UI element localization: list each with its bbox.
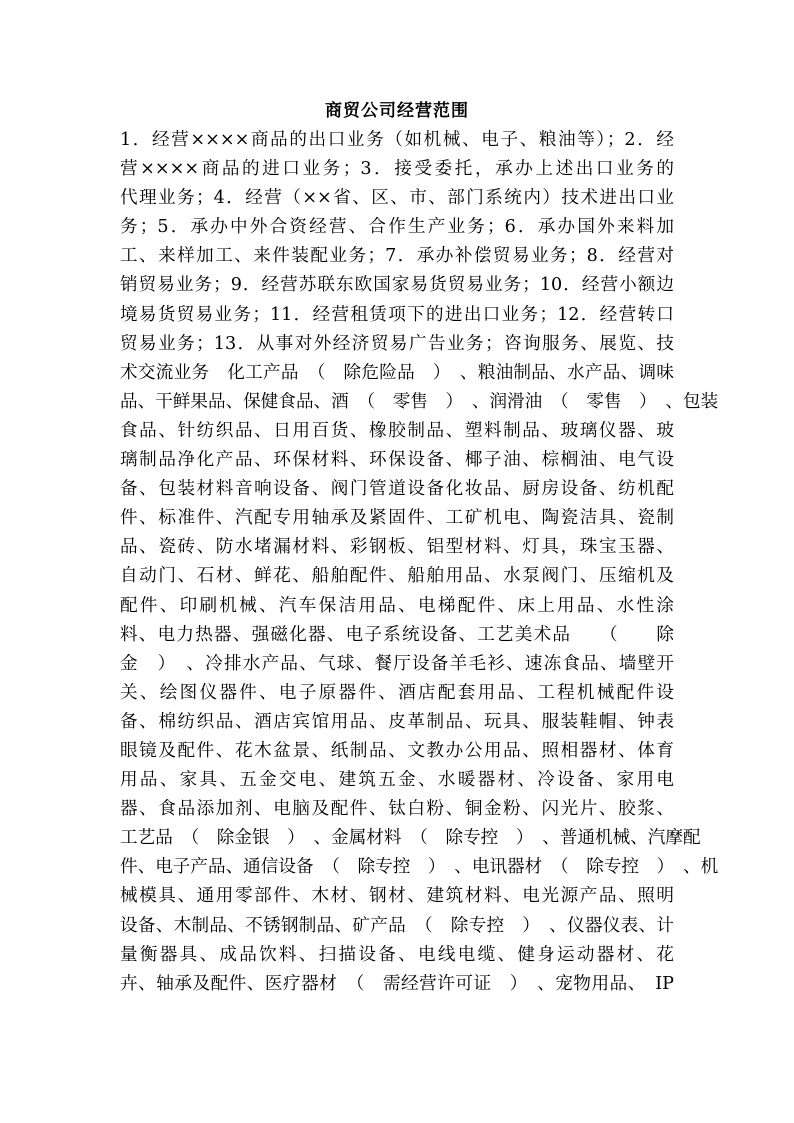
text-line: 品、瓷砖、防水堵漏材料、彩钢板、铝型材料、灯具，珠宝玉器、: [120, 537, 674, 558]
text-line: 工、来样加工、来件装配业务；7．承办补偿贸易业务；8．经营对: [120, 246, 674, 267]
text-line: 设备、木制品、不锈钢制品、矿产品 （ 除专控 ） 、仪器仪表、计: [120, 915, 674, 936]
text-line: 术交流业务 化工产品 （ 除危险品 ） 、粮油制品、水产品、调味: [120, 362, 674, 383]
text-line: 关、绘图仪器件、电子原器件、酒店配套用品、工程机械配件设: [120, 682, 674, 703]
text-line: 1．经营××××商品的出口业务（如机械、电子、粮油等）；2．经: [120, 130, 674, 150]
business-scope-text: [120, 126, 719, 999]
text-line: 金 ） 、冷排水产品、气球、餐厅设备羊毛衫、速冻食品、墙壁开: [120, 653, 674, 674]
text-line: 备、包装材料音响设备、阀门管道设备化妆品、厨房设备、纺机配: [120, 479, 674, 500]
document-title: 商贸公司经营范围: [325, 101, 469, 121]
text-line: 器、食品添加剂、电脑及配件、钛白粉、铜金粉、闪光片、胶浆、: [120, 799, 674, 820]
text-line: 食品、针纺织品、日用百货、橡胶制品、塑料制品、玻璃仪器、玻: [120, 420, 674, 441]
text-line: 量衡器具、成品饮料、扫描设备、电线电缆、健身运动器材、花: [120, 944, 674, 965]
text-line: 营××××商品的进口业务；3．接受委托，承办上述出口业务的: [120, 159, 674, 180]
text-line: 件、电子产品、通信设备 （ 除专控 ） 、电讯器材 （ 除专控 ） 、机: [120, 857, 719, 878]
text-line: 件、标准件、汽配专用轴承及紧固件、工矿机电、陶瓷洁具、瓷制: [120, 508, 674, 529]
text-line: 备、棉纺织品、酒店宾馆用品、皮革制品、玩具、服装鞋帽、钟表: [120, 711, 674, 732]
text-line: 械模具、通用零部件、木材、钢材、建筑材料、电光源产品、照明: [120, 886, 674, 907]
text-line: 工艺品 （ 除金银 ） 、金属材料 （ 除专控 ） 、普通机械、汽摩配: [120, 828, 701, 849]
text-line: 品、干鲜果品、保健食品、酒 （ 零售 ） 、润滑油 （ 零售 ） 、包装: [120, 391, 719, 412]
text-line: 卉、轴承及配件、医疗器材 （ 需经营许可证 ） 、宠物用品、 IP: [120, 973, 674, 994]
text-line: 贸易业务；13．从事对外经济贸易广告业务；咨询服务、展览、技: [120, 333, 674, 354]
text-line: 代理业务；4．经营（××省、区、市、部门系统内）技术进出口业: [120, 188, 674, 209]
text-line: 料、电力热器、强磁化器、电子系统设备、工艺美术品 （ 除: [120, 624, 674, 645]
text-line: 用品、家具、五金交电、建筑五金、水暖器材、冷设备、家用电: [120, 770, 674, 791]
text-line: 境易货贸易业务；11．经营租赁项下的进出口业务；12．经营转口: [120, 304, 674, 325]
text-line: 璃制品净化产品、环保材料、环保设备、椰子油、棕榈油、电气设: [120, 450, 674, 471]
text-line: 务；5．承办中外合资经营、合作生产业务；6．承办国外来料加: [120, 217, 674, 238]
text-line: 配件、印刷机械、汽车保洁用品、电梯配件、床上用品、水性涂: [120, 595, 674, 616]
text-line: 销贸易业务；9．经营苏联东欧国家易货贸易业务；10．经营小额边: [120, 275, 674, 296]
text-line: 自动门、石材、鲜花、船舶配件、船舶用品、水泵阀门、压缩机及: [120, 566, 674, 587]
text-line: 眼镜及配件、花木盆景、纸制品、文教办公用品、照相器材、体育: [120, 740, 674, 761]
